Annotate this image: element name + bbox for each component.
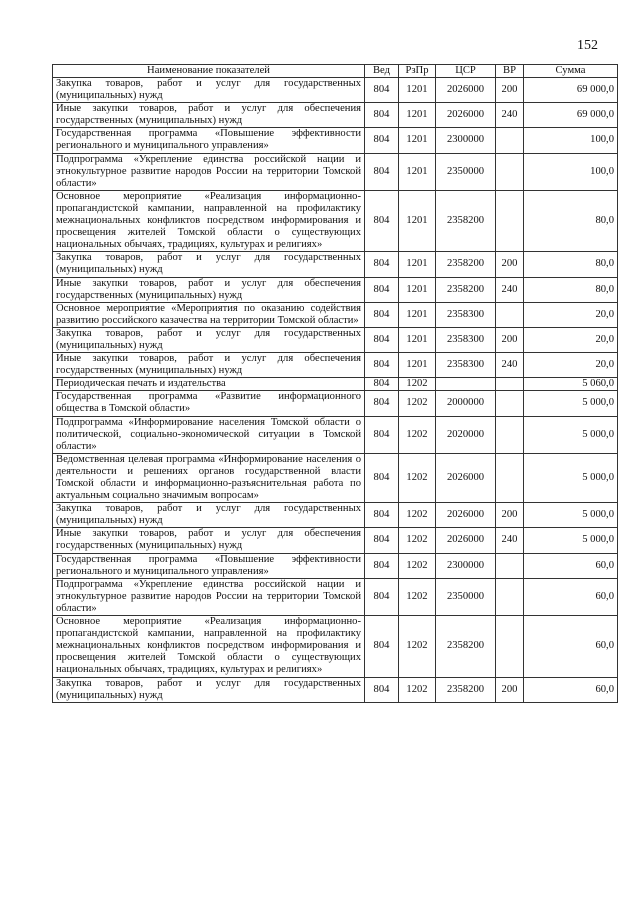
- row-vr-cell: [496, 578, 524, 615]
- row-csr-cell: 2000000: [436, 391, 496, 416]
- row-name-cell: Иные закупки товаров, работ и услуг для обеспечения государственных (муниципальных) нужд: [53, 353, 365, 378]
- row-ved-cell: 804: [365, 103, 399, 128]
- row-csr-cell: 2358200: [436, 190, 496, 251]
- row-rzpr-cell: 1202: [399, 453, 436, 502]
- row-rzpr-cell: 1202: [399, 578, 436, 615]
- table-row: [53, 103, 618, 128]
- row-ved-cell: 804: [365, 416, 399, 453]
- row-ved-cell: 804: [365, 302, 399, 327]
- row-vr-cell: 200: [496, 252, 524, 277]
- row-sum-cell: 5 060,0: [524, 378, 618, 391]
- row-ved-cell: 804: [365, 277, 399, 302]
- budget-table: [52, 64, 618, 703]
- row-csr-cell: 2358200: [436, 277, 496, 302]
- row-csr-cell: 2350000: [436, 578, 496, 615]
- row-rzpr-cell: 1201: [399, 277, 436, 302]
- row-rzpr-cell: 1201: [399, 327, 436, 352]
- header-name: Наименование показателей: [53, 65, 365, 78]
- row-vr-cell: 240: [496, 353, 524, 378]
- row-ved-cell: 804: [365, 128, 399, 153]
- row-rzpr-cell: 1201: [399, 78, 436, 103]
- header-ved: Вед: [365, 65, 399, 78]
- row-sum-cell: 60,0: [524, 578, 618, 615]
- row-rzpr-cell: 1202: [399, 528, 436, 553]
- table-row: [53, 503, 618, 528]
- row-ved-cell: 804: [365, 528, 399, 553]
- row-sum-cell: 20,0: [524, 302, 618, 327]
- row-csr-cell: 2358200: [436, 677, 496, 702]
- row-vr-cell: 200: [496, 503, 524, 528]
- header-csr: ЦСР: [436, 65, 496, 78]
- row-rzpr-cell: 1201: [399, 353, 436, 378]
- row-sum-cell: 5 000,0: [524, 391, 618, 416]
- table-row: [53, 78, 618, 103]
- row-vr-cell: 200: [496, 78, 524, 103]
- row-sum-cell: 5 000,0: [524, 503, 618, 528]
- row-vr-cell: 200: [496, 677, 524, 702]
- row-vr-cell: [496, 553, 524, 578]
- row-rzpr-cell: 1202: [399, 391, 436, 416]
- row-name-cell: Подпрограмма «Укрепление единства российской нации и этнокультурное развитие народов России на территории Томской области»: [53, 153, 365, 190]
- row-vr-cell: 240: [496, 277, 524, 302]
- row-csr-cell: 2026000: [436, 503, 496, 528]
- row-vr-cell: 240: [496, 528, 524, 553]
- header-vr: ВР: [496, 65, 524, 78]
- row-sum-cell: 69 000,0: [524, 78, 618, 103]
- row-name-cell: Ведомственная целевая программа «Информирование населения о деятельности и решениях органов государственной власти Томской области и информационно-разъяснительная работа по актуальным социально значимым вопросам»: [53, 453, 365, 502]
- table-header-row: [53, 65, 618, 78]
- page-number: 152: [577, 38, 598, 53]
- row-ved-cell: 804: [365, 616, 399, 677]
- row-ved-cell: 804: [365, 391, 399, 416]
- row-name-cell: Государственная программа «Повышение эффективности регионального и муниципального управления»: [53, 553, 365, 578]
- table-row: [53, 190, 618, 251]
- row-sum-cell: 69 000,0: [524, 103, 618, 128]
- row-vr-cell: [496, 378, 524, 391]
- row-rzpr-cell: 1201: [399, 252, 436, 277]
- row-csr-cell: [436, 378, 496, 391]
- row-name-cell: Иные закупки товаров, работ и услуг для обеспечения государственных (муниципальных) нужд: [53, 277, 365, 302]
- row-name-cell: Периодическая печать и издательства: [53, 378, 365, 391]
- table-row: [53, 553, 618, 578]
- table-row: [53, 302, 618, 327]
- row-name-cell: Подпрограмма «Укрепление единства российской нации и этнокультурное развитие народов России на территории Томской области»: [53, 578, 365, 615]
- row-vr-cell: 240: [496, 103, 524, 128]
- table-row: [53, 416, 618, 453]
- table-row: [53, 453, 618, 502]
- row-ved-cell: 804: [365, 153, 399, 190]
- row-csr-cell: 2358200: [436, 616, 496, 677]
- header-sum: Сумма: [524, 65, 618, 78]
- row-ved-cell: 804: [365, 252, 399, 277]
- row-csr-cell: 2300000: [436, 128, 496, 153]
- row-rzpr-cell: 1201: [399, 153, 436, 190]
- table-row: [53, 153, 618, 190]
- row-sum-cell: 20,0: [524, 327, 618, 352]
- table-row: [53, 578, 618, 615]
- table-row: [53, 277, 618, 302]
- row-sum-cell: 60,0: [524, 616, 618, 677]
- row-vr-cell: [496, 616, 524, 677]
- row-csr-cell: 2358300: [436, 327, 496, 352]
- row-sum-cell: 60,0: [524, 553, 618, 578]
- row-rzpr-cell: 1201: [399, 302, 436, 327]
- row-csr-cell: 2358300: [436, 353, 496, 378]
- row-csr-cell: 2026000: [436, 528, 496, 553]
- row-vr-cell: [496, 153, 524, 190]
- table-row: [53, 391, 618, 416]
- row-csr-cell: 2358200: [436, 252, 496, 277]
- row-sum-cell: 60,0: [524, 677, 618, 702]
- row-vr-cell: 200: [496, 327, 524, 352]
- row-rzpr-cell: 1201: [399, 128, 436, 153]
- row-vr-cell: [496, 302, 524, 327]
- row-ved-cell: 804: [365, 190, 399, 251]
- row-ved-cell: 804: [365, 453, 399, 502]
- table-body: [53, 78, 618, 703]
- row-rzpr-cell: 1201: [399, 190, 436, 251]
- table-row: [53, 128, 618, 153]
- row-name-cell: Основное мероприятие «Реализация информационно-пропагандистской кампании, направленной на профилактику межнациональных конфликтов посредством информирования и просвещения жителей Томской области о существующих национальных обычаях, традициях, культурах и религиях»: [53, 190, 365, 251]
- row-csr-cell: 2300000: [436, 553, 496, 578]
- row-sum-cell: 5 000,0: [524, 528, 618, 553]
- row-sum-cell: 80,0: [524, 252, 618, 277]
- header-rzpr: РзПр: [399, 65, 436, 78]
- row-csr-cell: 2020000: [436, 416, 496, 453]
- row-rzpr-cell: 1202: [399, 378, 436, 391]
- row-name-cell: Закупка товаров, работ и услуг для государственных (муниципальных) нужд: [53, 78, 365, 103]
- row-rzpr-cell: 1202: [399, 677, 436, 702]
- row-name-cell: Основное мероприятие «Мероприятия по оказанию содействия развитию российского казачества на территории Томской области»: [53, 302, 365, 327]
- row-sum-cell: 20,0: [524, 353, 618, 378]
- row-ved-cell: 804: [365, 327, 399, 352]
- row-csr-cell: 2350000: [436, 153, 496, 190]
- row-sum-cell: 80,0: [524, 190, 618, 251]
- row-name-cell: Государственная программа «Развитие информационного общества в Томской области»: [53, 391, 365, 416]
- row-vr-cell: [496, 128, 524, 153]
- row-sum-cell: 80,0: [524, 277, 618, 302]
- table-row: [53, 677, 618, 702]
- table-row: [53, 353, 618, 378]
- row-vr-cell: [496, 391, 524, 416]
- row-rzpr-cell: 1202: [399, 553, 436, 578]
- row-name-cell: Государственная программа «Повышение эффективности регионального и муниципального управления»: [53, 128, 365, 153]
- row-name-cell: Закупка товаров, работ и услуг для государственных (муниципальных) нужд: [53, 252, 365, 277]
- row-sum-cell: 5 000,0: [524, 416, 618, 453]
- row-ved-cell: 804: [365, 503, 399, 528]
- row-name-cell: Закупка товаров, работ и услуг для государственных (муниципальных) нужд: [53, 677, 365, 702]
- table-row: [53, 252, 618, 277]
- row-name-cell: Подпрограмма «Информирование населения Томской области о политической, социально-экономической ситуации в Томской области»: [53, 416, 365, 453]
- row-name-cell: Закупка товаров, работ и услуг для государственных (муниципальных) нужд: [53, 503, 365, 528]
- row-vr-cell: [496, 190, 524, 251]
- row-ved-cell: 804: [365, 378, 399, 391]
- row-name-cell: Иные закупки товаров, работ и услуг для обеспечения государственных (муниципальных) нужд: [53, 103, 365, 128]
- row-ved-cell: 804: [365, 353, 399, 378]
- table-row: [53, 616, 618, 677]
- row-ved-cell: 804: [365, 553, 399, 578]
- row-vr-cell: [496, 416, 524, 453]
- row-name-cell: Закупка товаров, работ и услуг для государственных (муниципальных) нужд: [53, 327, 365, 352]
- row-sum-cell: 100,0: [524, 128, 618, 153]
- row-vr-cell: [496, 453, 524, 502]
- row-sum-cell: 5 000,0: [524, 453, 618, 502]
- row-ved-cell: 804: [365, 677, 399, 702]
- row-rzpr-cell: 1202: [399, 616, 436, 677]
- row-sum-cell: 100,0: [524, 153, 618, 190]
- table-row: [53, 327, 618, 352]
- row-csr-cell: 2026000: [436, 78, 496, 103]
- row-rzpr-cell: 1202: [399, 416, 436, 453]
- row-csr-cell: 2026000: [436, 453, 496, 502]
- table-row: [53, 528, 618, 553]
- row-csr-cell: 2358300: [436, 302, 496, 327]
- row-ved-cell: 804: [365, 78, 399, 103]
- row-rzpr-cell: 1201: [399, 103, 436, 128]
- row-name-cell: Основное мероприятие «Реализация информационно-пропагандистской кампании, направленной на профилактику межнациональных конфликтов посредством информирования и просвещения жителей Томской области о существующих национальных обычаях, традициях, культурах и религиях»: [53, 616, 365, 677]
- row-csr-cell: 2026000: [436, 103, 496, 128]
- row-ved-cell: 804: [365, 578, 399, 615]
- table-row: [53, 378, 618, 391]
- row-rzpr-cell: 1202: [399, 503, 436, 528]
- row-name-cell: Иные закупки товаров, работ и услуг для обеспечения государственных (муниципальных) нужд: [53, 528, 365, 553]
